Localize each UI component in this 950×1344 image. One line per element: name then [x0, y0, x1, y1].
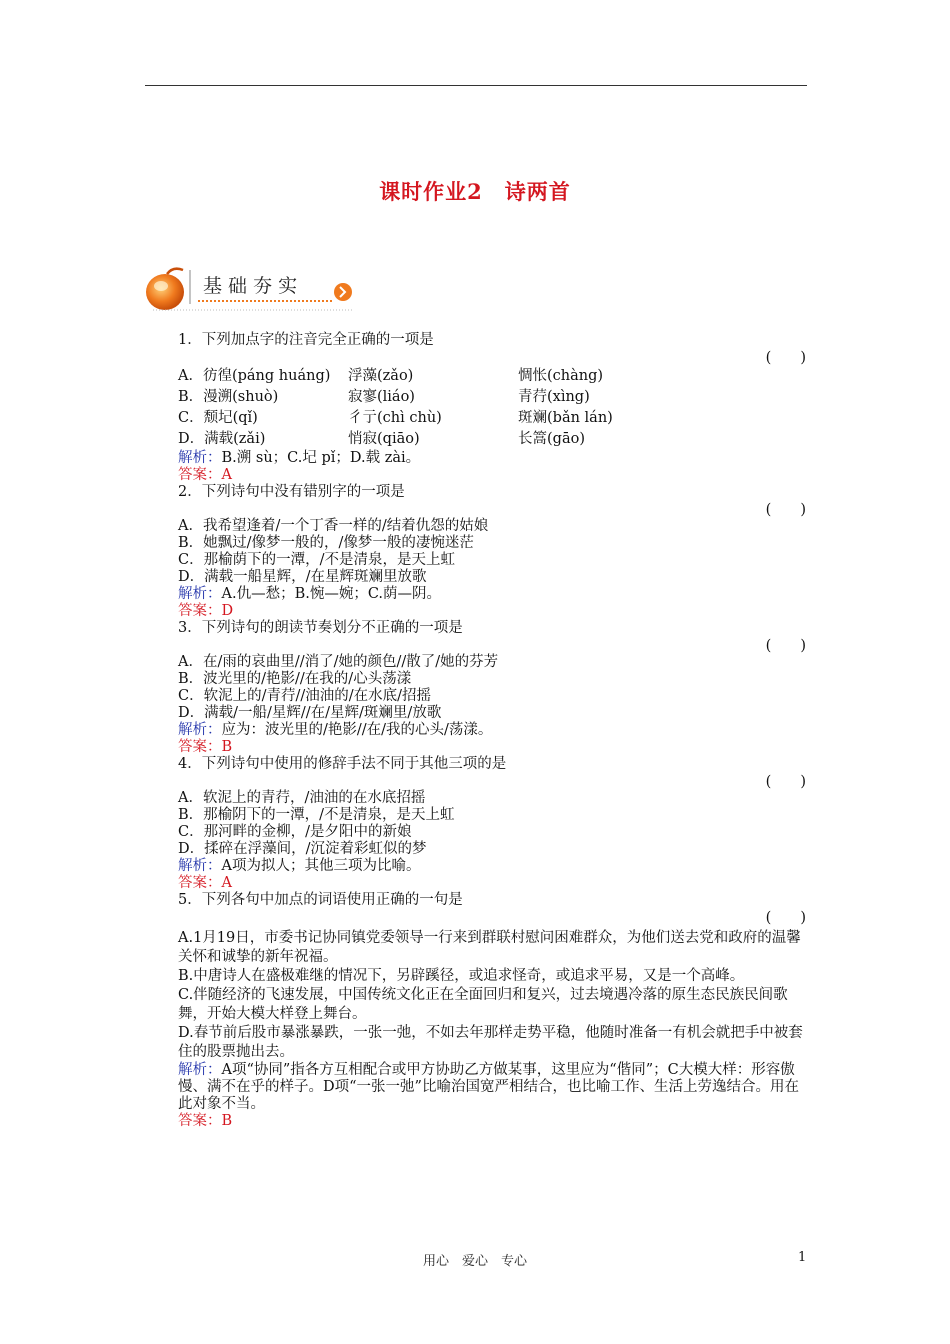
page-number: 1 — [798, 1250, 807, 1265]
option-row: C．颓圮(qǐ) 彳亍(chì chù) 斑斓(bǎn lán) — [178, 410, 613, 427]
question-2 — [178, 484, 808, 620]
option: D．揉碎在浮藻间，/沉淀着彩虹似的梦 — [178, 841, 427, 857]
option: D．满载一船星辉，/在星辉斑斓里放歌 — [178, 569, 427, 585]
arrow-circle-icon — [334, 283, 352, 301]
option: A.1月19日，市委书记协同镇党委领导一行来到群联村慰问困难群众，为他们送去党和政府的温馨关怀和诚挚的新年祝福。 — [178, 930, 801, 965]
page-footer: 用心 爱心 专心 — [422, 1254, 527, 1269]
option-row: A．彷徨(páng huáng) 浮藻(zǎo) 惆怅(chàng) — [178, 368, 604, 385]
analysis: 解析：A.仇—愁；B.惋—婉；C.荫—阴。 — [178, 586, 442, 602]
option: A．软泥上的青荇，/油油的在水底招摇 — [178, 790, 426, 806]
answer: 答案：B — [178, 739, 233, 755]
question-stem: 1．下列加点字的注音完全正确的一项是 ( ) — [178, 332, 806, 366]
question-4 — [178, 756, 808, 892]
answer: 答案：B — [178, 1113, 233, 1129]
option-row: D．满载(zǎi) 悄寂(qiāo) 长篙(gāo) — [178, 431, 585, 448]
question-stem: 4．下列诗句中使用的修辞手法不同于其他三项的是 ( ) — [178, 756, 806, 790]
option: C．软泥上的/青荇//油油的/在水底/招摇 — [178, 688, 432, 704]
section-badge — [143, 264, 363, 314]
option: C.伴随经济的飞速发展，中国传统文化正在全面回归和复兴，过去境遇冷落的原生态民族民间歌舞，开始大模大样登上舞台。 — [178, 987, 788, 1022]
option: D．满载/一船/星辉//在/星辉/斑斓里/放歌 — [178, 705, 442, 721]
answer: 答案：A — [178, 875, 232, 891]
answer-paren: ( ) — [765, 638, 806, 654]
question-3 — [178, 620, 808, 756]
option: A．在/雨的哀曲里//消了/她的颜色//散了/她的芬芳 — [178, 654, 499, 670]
option: B.中唐诗人在盛极难继的情况下，另辟蹊径，或追求怪奇，或追求平易，又是一个高峰。 — [178, 968, 745, 984]
option-row: B．漫溯(shuò) 寂寥(liáo) 青荇(xìng) — [178, 389, 590, 406]
option: B．那榆阴下的一潭，/不是清泉，是天上虹 — [178, 807, 455, 823]
answer: 答案：D — [178, 603, 234, 619]
question-5 — [178, 892, 808, 1130]
exercise-content — [178, 332, 808, 1130]
option: B．波光里的/艳影//在我的/心头荡漾 — [178, 671, 412, 687]
answer-paren: ( ) — [765, 774, 806, 790]
question-stem: 3．下列诗句的朗读节奏划分不正确的一项是 ( ) — [178, 620, 806, 654]
analysis: 解析：A项“协同”指各方互相配合或甲方协助乙方做某事，这里应为“偕同”；C大模大样：形容傲慢、满不在乎的样子。D项“一张一弛”比喻治国宽严相结合，也比喻工作、生活上劳逸结合。用在此对象不当。 — [178, 1062, 799, 1112]
section-badge-label: 基 础 夯 实 — [203, 275, 298, 297]
question-stem: 2．下列诗句中没有错别字的一项是 ( ) — [178, 484, 806, 518]
question-stem: 5．下列各句中加点的词语使用正确的一句是 ( ) — [178, 892, 806, 926]
option: C．那榆荫下的一潭，/不是清泉，是天上虹 — [178, 552, 455, 568]
header-rule — [145, 85, 807, 86]
answer-paren: ( ) — [765, 502, 806, 518]
answer-paren: ( ) — [765, 350, 806, 366]
option: C．那河畔的金柳，/是夕阳中的新娘 — [178, 824, 412, 840]
answer-paren: ( ) — [765, 910, 806, 926]
option: A．我希望逢着/一个丁香一样的/结着仇怨的姑娘 — [178, 518, 489, 534]
option: B．她飘过/像梦一般的，/像梦一般的凄惋迷茫 — [178, 535, 474, 551]
answer: 答案：A — [178, 467, 232, 483]
option: D.春节前后股市暴涨暴跌，一张一弛，不如去年那样走势平稳，他随时准备一有机会就把手中被套住的股票抛出去。 — [178, 1025, 803, 1060]
question-1 — [178, 332, 808, 484]
analysis: 解析：应为：波光里的/艳影//在/我的心头/荡漾。 — [178, 722, 493, 738]
page-title: 课时作业2 诗两首 — [379, 179, 571, 204]
apple-logo-icon — [146, 269, 184, 310]
analysis: 解析：B.溯 sù；C.圮 pǐ；D.载 zài。 — [178, 450, 421, 466]
analysis: 解析：A项为拟人；其他三项为比喻。 — [178, 858, 421, 874]
